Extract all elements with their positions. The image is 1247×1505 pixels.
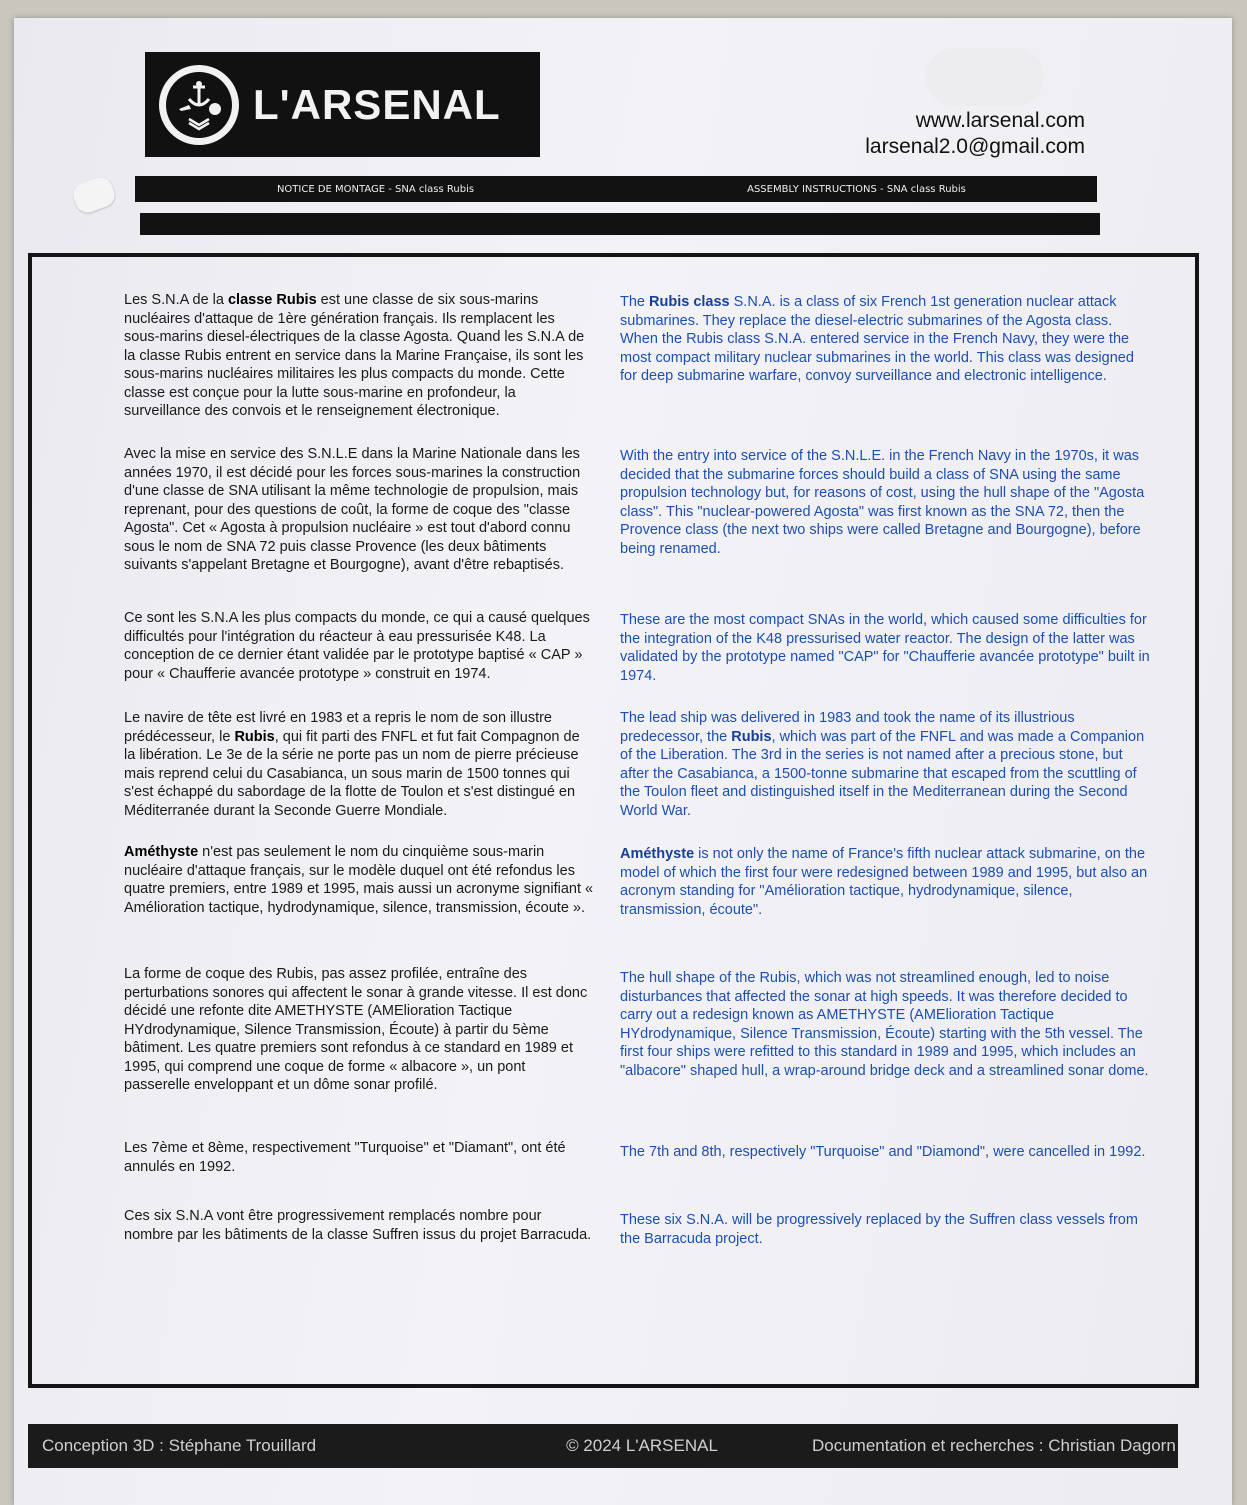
paragraph-fr: Avec la mise en service des S.N.L.E dans la Marine Nationale dans les années 1970, il est décidé pour les forces sous-marines la construction d'une classe de SNA utilisant la même technologie de propulsion, mais reprenant, pour des questions de coût, la forme de coque des "classe Agosta". Cet « Agosta à propulsion nucléaire » est tout d'abord connu sous le nom de SNA 72 puis classe Provence (les deux bâtiments suivants s'appelant Bretagne et Bourgogne), avant d'être rebaptisés. <box>124 446 581 573</box>
paragraph-en: These are the most compact SNAs in the world, which caused some difficulties for the integration of the K48 pressurised water reactor. The design of the latter was validated by the prototype named "CAP" for "Chaufferie avancée prototype" built in 1974. <box>620 612 1150 684</box>
banner-french: NOTICE DE MONTAGE - SNA class Rubis <box>276 183 475 195</box>
footer-bar <box>28 1424 1178 1468</box>
tape-piece <box>70 174 118 216</box>
anchor-emblem-icon <box>159 65 239 145</box>
paragraph-fr: Ce sont les S.N.A les plus compacts du monde, ce qui a causé quelques difficultés pour l'intégration du réacteur à eau pressurisée K48. La conception de ce dernier étant validée par le prototype baptisé « CAP » pour « Chaufferie avancée prototype » construit en 1974. <box>124 610 590 682</box>
paragraph-fr: Améthyste n'est pas seulement le nom du cinquième sous-marin nucléaire d'attaque français, sur le modèle duquel ont été refondus les quatre premiers, entre 1989 et 1995, mais aussi un acronyme signifiant « Amélioration tactique, hydrodynamique, silence, transmission, écoute ». <box>124 844 594 916</box>
title-banner <box>135 176 1097 202</box>
paragraph-en: These six S.N.A. will be progressively replaced by the Suffren class vessels from the Barracuda project. <box>620 1212 1138 1247</box>
paragraph-en: The Rubis class S.N.A. is a class of six French 1st generation nuclear attack submarines. They replace the diesel-electric submarines of the Agosta class. When the Rubis class S.N.A. entered service in the French Navy, they were the most compact military nuclear submarines in the world. This class was designed for deep submarine warfare, convoy surveillance and electronic intelligence. <box>620 294 1134 384</box>
tape-piece <box>926 48 1044 106</box>
banner-english: ASSEMBLY INSTRUCTIONS - SNA class Rubis <box>747 183 966 195</box>
footer-credit-research: Documentation et recherches : Christian Dagorn <box>812 1436 1176 1455</box>
divider-bar <box>140 213 1100 235</box>
email-link[interactable]: larsenal2.0@gmail.com <box>865 135 1085 158</box>
footer-copyright: © 2024 L'ARSENAL <box>566 1436 718 1455</box>
paragraph-en: With the entry into service of the S.N.L.E. in the French Navy in the 1970s, it was decided that the submarine forces should build a class of SNA using the same propulsion technology but, for reasons of cost, using the hull shape of the "Agosta class". This "nuclear-powered Agosta" was first known as the SNA 72, then the Provence class (the next two ships were called Bretagne and Bourgogne), before being renamed. <box>620 448 1145 557</box>
paragraph-fr: Le navire de tête est livré en 1983 et a repris le nom de son illustre prédécesseur, le Rubis, qui fit parti des FNFL et fut fait Compagnon de la libération. Le 3e de la série ne porte pas un nom de pierre précieuse mais reprend celui du Casabianca, un sous marin de 1500 tonnes qui s'est échappé du sabordage de la flotte de Toulon et s'est distingué en Méditerranée durant la Seconde Guerre Mondiale. <box>124 710 580 819</box>
paragraph-en: The 7th and 8th, respectively "Turquoise" and "Diamond", were cancelled in 1992. <box>620 1144 1146 1160</box>
brand-name: L'ARSENAL <box>253 80 501 128</box>
paragraph-en: Améthyste is not only the name of France's fifth nuclear attack submarine, on the model of which the first four were redesigned between 1989 and 1995, but also an acronym standing for "Amélioration tactique, hydrodynamique, silence, transmission, écoute". <box>620 846 1148 918</box>
website-link[interactable]: www.larsenal.com <box>915 109 1085 132</box>
paragraph-en: The lead ship was delivered in 1983 and took the name of its illustrious predecessor, the Rubis, which was part of the FNFL and was made a Companion of the Liberation. The 3rd in the series is not named after a precious stone, but after the Casabianca, a 1500-tonne submarine that escaped from the scuttling of the Toulon fleet and distinguished itself in the Mediterranean during the Second World War. <box>620 710 1145 819</box>
footer-credit-design: Conception 3D : Stéphane Trouillard <box>42 1436 317 1455</box>
contact-block <box>865 108 1085 160</box>
brand-logo-box <box>145 52 540 157</box>
paragraph-en: The hull shape of the Rubis, which was not streamlined enough, led to noise disturbances that affected the sonar at high speeds. It was therefore decided to carry out a redesign known as AMETHYSTE (AMElioration Tactique HYdrodynamique, Silence Transmission, Écoute) starting with the 5th vessel. The first four ships were refitted to this standard in 1989 and 1995, which includes an "albacore" shaped hull, a wrap-around bridge deck and a streamlined sonar dome. <box>620 970 1149 1079</box>
content-frame <box>28 253 1199 1388</box>
paragraph-fr: La forme de coque des Rubis, pas assez profilée, entraîne des perturbations sonores qui affectent le sonar à grande vitesse. Il est donc décidé une refonte dite AMETHYSTE (AMElioration Tactique HYdrodynamique, Silence Transmission, Écoute) à partir du 5ème bâtiment. Les quatre premiers sont refondus à ce standard en 1989 et 1995, qui comprend une coque de forme « albacore », un pont passerelle enveloppant et un dôme sonar profilé. <box>124 966 588 1093</box>
paragraph-fr: Les S.N.A de la classe Rubis est une classe de six sous-marins nucléaires d'attaque de 1ère génération français. Ils remplacent les sous-marins diesel-électriques de la classe Agosta. Quand les S.N.A de la classe Rubis entrent en service dans la Marine Française, ils sont les sous-marins nucléaires militaires les plus compacts du monde. Cette classe est conçue pour la lutte sous-marine en profondeur, la surveillance des convois et le renseignement électronique. <box>124 292 585 419</box>
paragraph-fr: Ces six S.N.A vont être progressivement remplacés nombre pour nombre par les bâtiments de la classe Suffren issus du projet Barracuda. <box>124 1208 592 1243</box>
paragraph-fr: Les 7ème et 8ème, respectivement "Turquoise" et "Diamant", ont été annulés en 1992. <box>124 1140 566 1175</box>
